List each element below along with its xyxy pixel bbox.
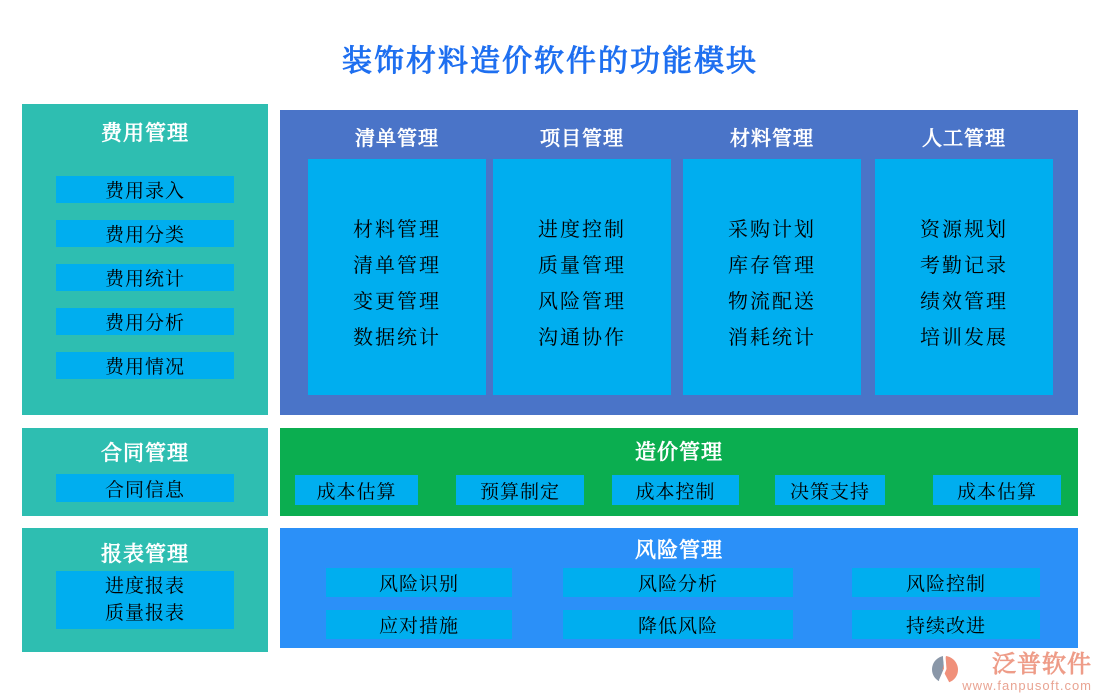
cost-item-budget: 预算制定 <box>456 475 584 505</box>
panel-fee-management <box>22 104 268 415</box>
module-item: 培训发展 <box>920 327 1008 349</box>
column-header-material-management: 材料管理 <box>730 128 814 150</box>
panel-main-modules <box>280 110 1078 415</box>
cost-item-estimate-2: 成本估算 <box>933 475 1061 505</box>
module-item: 数据统计 <box>353 327 441 349</box>
report-item-quality: 质量报表 <box>104 603 185 624</box>
column-card-list-management <box>308 159 486 395</box>
panel-contract-management <box>22 428 268 516</box>
column-card-project-management <box>493 159 671 395</box>
column-header-list-management: 清单管理 <box>355 128 439 150</box>
module-item: 考勤记录 <box>920 255 1008 277</box>
cost-item-estimate: 成本估算 <box>295 475 418 505</box>
contract-item-info: 合同信息 <box>56 474 234 502</box>
risk-item-identify: 风险识别 <box>326 568 512 597</box>
module-item: 变更管理 <box>353 291 441 313</box>
module-item: 进度控制 <box>538 219 626 241</box>
column-card-material-management <box>683 159 861 395</box>
fee-item-classify: 费用分类 <box>56 220 234 247</box>
module-item: 物流配送 <box>728 291 816 313</box>
module-item: 材料管理 <box>353 219 441 241</box>
page-title: 装饰材料造价软件的功能模块 <box>342 45 758 78</box>
panel-cost-management <box>280 428 1078 516</box>
brand-name: 泛普软件 <box>992 651 1092 678</box>
footer-brand <box>930 652 1092 693</box>
module-item: 消耗统计 <box>728 327 816 349</box>
risk-item-control: 风险控制 <box>852 568 1040 597</box>
module-item: 绩效管理 <box>920 291 1008 313</box>
contract-management-header: 合同管理 <box>101 442 189 465</box>
fanpu-logo-icon <box>930 654 960 684</box>
report-item-box <box>56 571 234 629</box>
fee-item-entry: 费用录入 <box>56 176 234 203</box>
module-item: 风险管理 <box>538 291 626 313</box>
fee-item-list <box>22 176 268 379</box>
fee-item-status: 费用情况 <box>56 352 234 379</box>
risk-management-header: 风险管理 <box>635 539 723 562</box>
cost-item-control: 成本控制 <box>612 475 739 505</box>
fee-management-header: 费用管理 <box>101 122 189 145</box>
risk-item-improve: 持续改进 <box>852 610 1040 639</box>
report-management-header: 报表管理 <box>101 543 189 566</box>
column-header-labor-management: 人工管理 <box>922 128 1006 150</box>
cost-item-decision: 决策支持 <box>775 475 885 505</box>
risk-item-reduce: 降低风险 <box>563 610 793 639</box>
module-item: 沟通协作 <box>538 327 626 349</box>
fee-item-analysis: 费用分析 <box>56 308 234 335</box>
risk-item-analysis: 风险分析 <box>563 568 793 597</box>
column-card-labor-management <box>875 159 1053 395</box>
module-item: 清单管理 <box>353 255 441 277</box>
risk-item-response: 应对措施 <box>326 610 512 639</box>
column-header-project-management: 项目管理 <box>540 128 624 150</box>
module-item: 资源规划 <box>920 219 1008 241</box>
panel-risk-management <box>280 528 1078 648</box>
panel-report-management <box>22 528 268 652</box>
module-item: 库存管理 <box>728 255 816 277</box>
module-item: 采购计划 <box>728 219 816 241</box>
report-item-progress: 进度报表 <box>104 576 185 597</box>
cost-management-header: 造价管理 <box>635 441 723 464</box>
footer-text <box>962 652 1092 693</box>
module-item: 质量管理 <box>538 255 626 277</box>
fee-item-statistics: 费用统计 <box>56 264 234 291</box>
brand-url: www.fanpusoft.com <box>962 678 1092 693</box>
